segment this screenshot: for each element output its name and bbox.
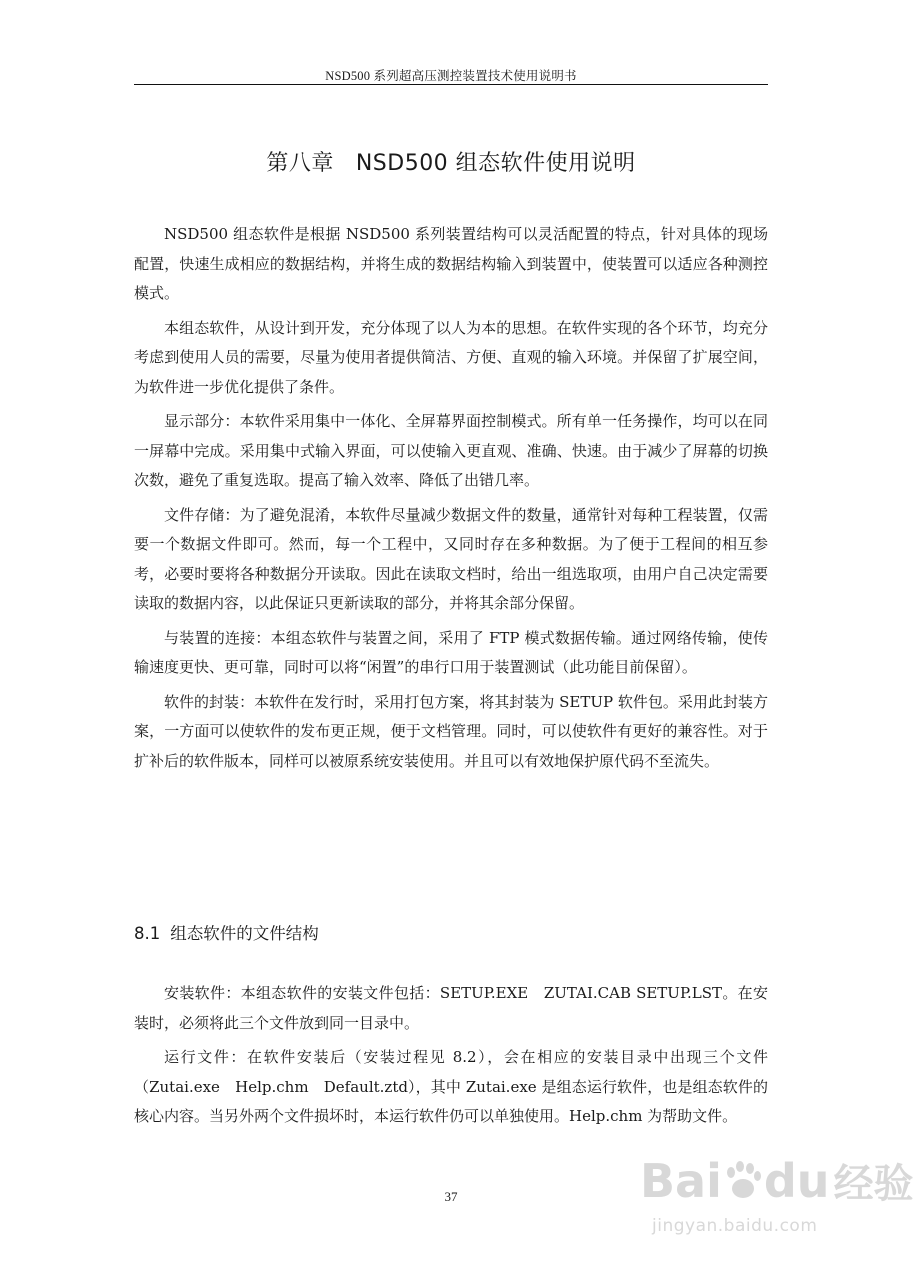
paw-icon (723, 1161, 763, 1201)
section-title-text: 组态软件的文件结构 (170, 924, 319, 943)
paragraph: 安装软件：本组态软件的安装文件包括：SETUP.EXE ZUTAI.CAB SETUP.LST。在安装时，必须将此三个文件放到同一目录中。 (134, 984, 768, 1032)
paragraph: 软件的封装：本软件在发行时，采用打包方案，将其封装为 SETUP 软件包。采用此封装方案，一方面可以使软件的发布更正规，便于文档管理。同时，可以使软件有更好的兼容性。对于扩补后的软件版本，同样可以被原系统安装使用。并且可以有效地保护原代码不至流失。 (134, 692, 768, 770)
page-number: 37 (444, 1189, 458, 1204)
paragraph: NSD500 组态软件是根据 NSD500 系列装置结构可以灵活配置的特点，针对具体的现场配置，快速生成相应的数据结构，并将生成的数据结构输入到装置中，使装置可以适应各种测控模式。 (134, 225, 768, 302)
section-heading (134, 920, 768, 944)
section-body (134, 979, 768, 1132)
chapter-number: 第八章 (266, 151, 334, 176)
paragraph: 显示部分：本软件采用集中一体化、全屏幕界面控制模式。所有单一任务操作，均可以在同一屏幕中完成。采用集中式输入界面，可以使输入更直观、准确、快速。由于减少了屏幕的切换次数，避免了重复选取。提高了输入效率、降低了出错几率。 (134, 412, 768, 489)
paragraph: 文件存储：为了避免混淆，本软件尽量减少数据文件的数量，通常针对每种工程装置，仅需要一个数据文件即可。然而，每一个工程中，又同时存在多种数据。为了便于工程间的相互参考，必要时要将各种数据分开读取。因此在读取文档时，给出一组选取项，由用户自己决定需要读取的数据内容，以此保证只更新读取的部分，并将其余部分保留。 (134, 505, 768, 612)
paragraph: 本组态软件，从设计到开发，充分体现了以人为本的思想。在软件实现的各个环节，均充分考虑到使用人员的需要，尽量为使用者提供简洁、方便、直观的输入环境。并保留了扩展空间，为软件进一步优化提供了条件。 (134, 318, 768, 396)
watermark-url: jingyan.baidu.com (652, 1216, 818, 1236)
watermark-logo (640, 1146, 914, 1216)
paragraph: 与装置的连接：本组态软件与装置之间，采用了 FTP 模式数据传输。通过网络传输，使传输速度更快、更可靠，同时可以将“闲置”的串行口用于装置测试（此功能目前保留）。 (134, 628, 768, 676)
running-header: NSD500 系列超高压测控装置技术使用说明书 (325, 69, 577, 83)
intro-body (134, 220, 768, 776)
watermark-brand-right: du (763, 1154, 830, 1208)
baidu-jingyan-watermark (640, 1146, 914, 1246)
chapter-title (134, 146, 768, 177)
watermark-brand-cn: 经验 (833, 1161, 914, 1207)
header-rule (134, 84, 768, 85)
paragraph: 运行文件：在软件安装后（安装过程见 8.2），会在相应的安装目录中出现三个文件（Zutai.exe Help.chm Default.ztd），其中 Zutai.exe 是组态运行软件，也是组态软件的核心内容。当另外两个文件损坏时，本运行软件仍可以单独使用。Help.chm 为帮助文件。 (134, 1048, 768, 1125)
chapter-title-text: NSD500 组态软件使用说明 (355, 151, 636, 176)
watermark-brand-left: Bai (640, 1154, 722, 1208)
section-number: 8.1 (134, 924, 161, 943)
